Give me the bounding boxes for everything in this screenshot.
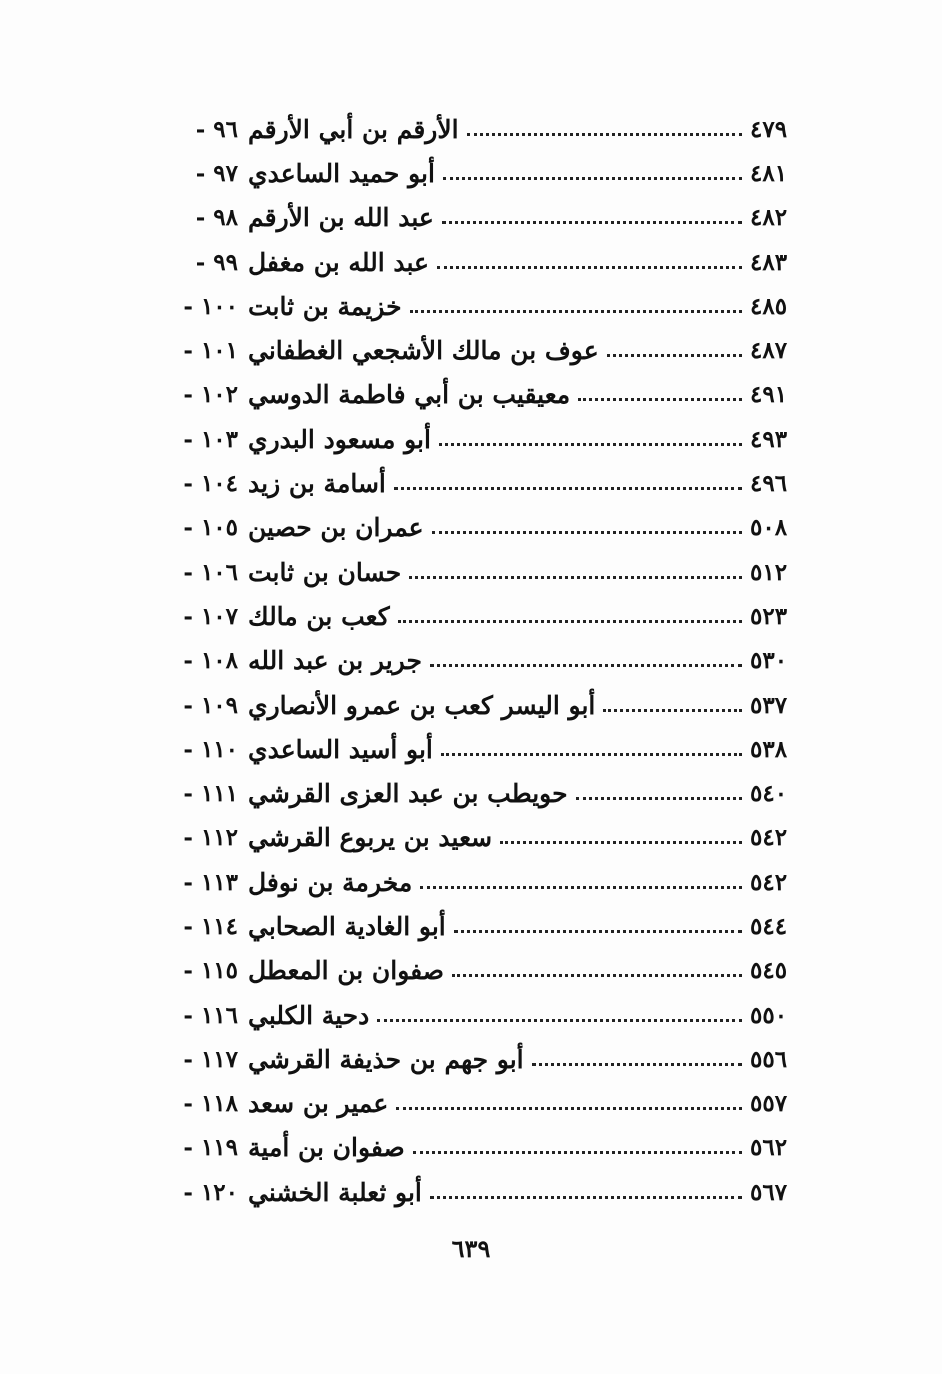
page-number: ٦٣٩: [451, 1234, 491, 1263]
entry-number: ١٠٧ -: [183, 602, 238, 630]
entry-page: ٤٨٢: [750, 204, 788, 232]
entry-page: ٥٤٢: [750, 868, 788, 896]
entry-number: ١٠٠ -: [183, 292, 238, 320]
dot-leader: [413, 1141, 742, 1154]
entry-page: ٥٣٨: [750, 735, 788, 763]
toc-entry: [150, 373, 800, 417]
entry-page: ٤٩٣: [750, 425, 788, 453]
entry-number: ١١٦ -: [183, 1001, 238, 1029]
entry-number: ١٠٨ -: [183, 647, 238, 675]
entry-title: كعب بن مالك: [248, 601, 390, 631]
dot-leader: [398, 610, 742, 623]
dot-leader: [454, 920, 742, 933]
dot-leader: [467, 123, 742, 136]
toc-entry: [150, 1082, 800, 1126]
entry-number: ٩٦ -: [195, 115, 238, 143]
toc-entry: [150, 1170, 800, 1214]
entry-title: صفوان بن المعطل: [248, 956, 445, 986]
entry-number: ١١٢ -: [183, 824, 238, 852]
entry-number: ١٠٥ -: [183, 514, 238, 542]
entry-number: ١٠٣ -: [183, 425, 238, 453]
entry-title: جرير بن عبد الله: [248, 646, 422, 676]
entry-number: ١١٤ -: [183, 912, 238, 940]
entry-number: ٩٧ -: [195, 159, 238, 187]
entry-number: ١١٩ -: [183, 1134, 238, 1162]
toc-entry: [150, 594, 800, 638]
entry-page: ٥٥٠: [750, 1001, 788, 1029]
entry-page: ٥٥٧: [750, 1090, 788, 1118]
dot-leader: [437, 256, 742, 269]
entry-number: ١٠٦ -: [183, 558, 238, 586]
entry-page: ٤٨٧: [750, 337, 788, 365]
table-of-contents: [150, 107, 800, 1214]
toc-entry: [150, 284, 800, 328]
entry-page: ٥٠٨: [750, 514, 788, 542]
entry-title: صفوان بن أمية: [248, 1133, 405, 1163]
dot-leader: [430, 1186, 742, 1199]
entry-title: أبو حميد الساعدي: [248, 158, 435, 188]
dot-leader: [409, 566, 742, 579]
entry-title: أبو مسعود البدري: [248, 424, 431, 454]
entry-page: ٥٤٥: [750, 957, 788, 985]
entry-title: حسان بن ثابت: [248, 557, 402, 587]
dot-leader: [410, 300, 742, 313]
entry-title: مخرمة بن نوفل: [248, 867, 413, 897]
entry-number: ١١١ -: [183, 780, 238, 808]
dot-leader: [439, 433, 742, 446]
toc-entry: [150, 240, 800, 284]
entry-title: خزيمة بن ثابت: [248, 291, 402, 321]
entry-title: معيقيب بن أبي فاطمة الدوسي: [248, 380, 571, 410]
toc-entry: [150, 151, 800, 195]
entry-page: ٤٨٣: [750, 248, 788, 276]
entry-title: عمران بن حصين: [248, 513, 424, 543]
entry-number: ٩٩ -: [195, 248, 238, 276]
entry-page: ٥٦٧: [750, 1178, 788, 1206]
dot-leader: [603, 699, 742, 712]
dot-leader: [452, 964, 742, 977]
toc-entry: [150, 993, 800, 1037]
entry-number: ١٠٢ -: [183, 381, 238, 409]
entry-title: سعيد بن يربوع القرشي: [248, 823, 493, 853]
entry-title: أسامة بن زيد: [248, 469, 386, 499]
entry-title: الأرقم بن أبي الأرقم: [248, 114, 459, 144]
dot-leader: [432, 521, 742, 534]
toc-entry: [150, 1126, 800, 1170]
toc-entry: [150, 328, 800, 372]
toc-entry: [150, 461, 800, 505]
entry-page: ٥٣٠: [750, 647, 788, 675]
entry-title: دحية الكلبي: [248, 1000, 370, 1030]
entry-title: أبو أسيد الساعدي: [248, 734, 433, 764]
toc-entry: [150, 550, 800, 594]
entry-title: حويطب بن عبد العزى القرشي: [248, 779, 568, 809]
entry-page: ٥١٢: [750, 558, 788, 586]
entry-number: ١٠٩ -: [183, 691, 238, 719]
entry-number: ١٢٠ -: [183, 1178, 238, 1206]
entry-page: ٥٢٣: [750, 602, 788, 630]
entry-title: أبو جهم بن حذيفة القرشي: [248, 1044, 524, 1074]
entry-title: عمير بن سعد: [248, 1089, 389, 1119]
toc-entry: [150, 417, 800, 461]
entry-number: ١١٨ -: [183, 1090, 238, 1118]
toc-entry: [150, 949, 800, 993]
dot-leader: [576, 787, 742, 800]
entry-title: عوف بن مالك الأشجعي الغطفاني: [248, 336, 599, 366]
entry-page: ٤٨٥: [750, 292, 788, 320]
dot-leader: [394, 477, 742, 490]
toc-entry: [150, 1037, 800, 1081]
dot-leader: [396, 1097, 742, 1110]
toc-entry: [150, 196, 800, 240]
entry-page: ٤٩٦: [750, 470, 788, 498]
toc-entry: [150, 639, 800, 683]
dot-leader: [532, 1053, 742, 1066]
entry-page: ٥٤٤: [750, 912, 788, 940]
entry-number: ١١٣ -: [183, 868, 238, 896]
entry-number: ١١٥ -: [183, 957, 238, 985]
entry-number: ١١٠ -: [183, 735, 238, 763]
entry-number: ١٠٤ -: [183, 470, 238, 498]
dot-leader: [443, 167, 742, 180]
entry-page: ٥٤٠: [750, 780, 788, 808]
dot-leader: [607, 344, 742, 357]
entry-title: عبد الله بن مغفل: [248, 247, 429, 277]
toc-entry: [150, 506, 800, 550]
dot-leader: [377, 1009, 742, 1022]
entry-number: ١٠١ -: [183, 337, 238, 365]
entry-page: ٤٩١: [750, 381, 788, 409]
toc-entry: [150, 860, 800, 904]
dot-leader: [430, 654, 742, 667]
entry-page: ٥٣٧: [750, 691, 788, 719]
entry-number: ٩٨ -: [195, 204, 238, 232]
toc-entry: [150, 771, 800, 815]
dot-leader: [442, 211, 742, 224]
entry-page: ٥٦٢: [750, 1134, 788, 1162]
dot-leader: [420, 876, 742, 889]
entry-page: ٥٤٢: [750, 824, 788, 852]
entry-title: أبو اليسر كعب بن عمرو الأنصاري: [248, 690, 596, 720]
toc-entry: [150, 727, 800, 771]
entry-number: ١١٧ -: [183, 1045, 238, 1073]
entry-title: عبد الله بن الأرقم: [248, 203, 434, 233]
dot-leader: [578, 388, 742, 401]
dot-leader: [441, 743, 742, 756]
toc-entry: [150, 683, 800, 727]
entry-page: ٤٧٩: [750, 115, 788, 143]
toc-entry: [150, 904, 800, 948]
toc-entry: [150, 107, 800, 151]
entry-title: أبو ثعلبة الخشني: [248, 1177, 422, 1207]
entry-page: ٤٨١: [750, 159, 788, 187]
entry-page: ٥٥٦: [750, 1045, 788, 1073]
entry-title: أبو الغادية الصحابي: [248, 911, 446, 941]
toc-entry: [150, 816, 800, 860]
dot-leader: [500, 831, 742, 844]
